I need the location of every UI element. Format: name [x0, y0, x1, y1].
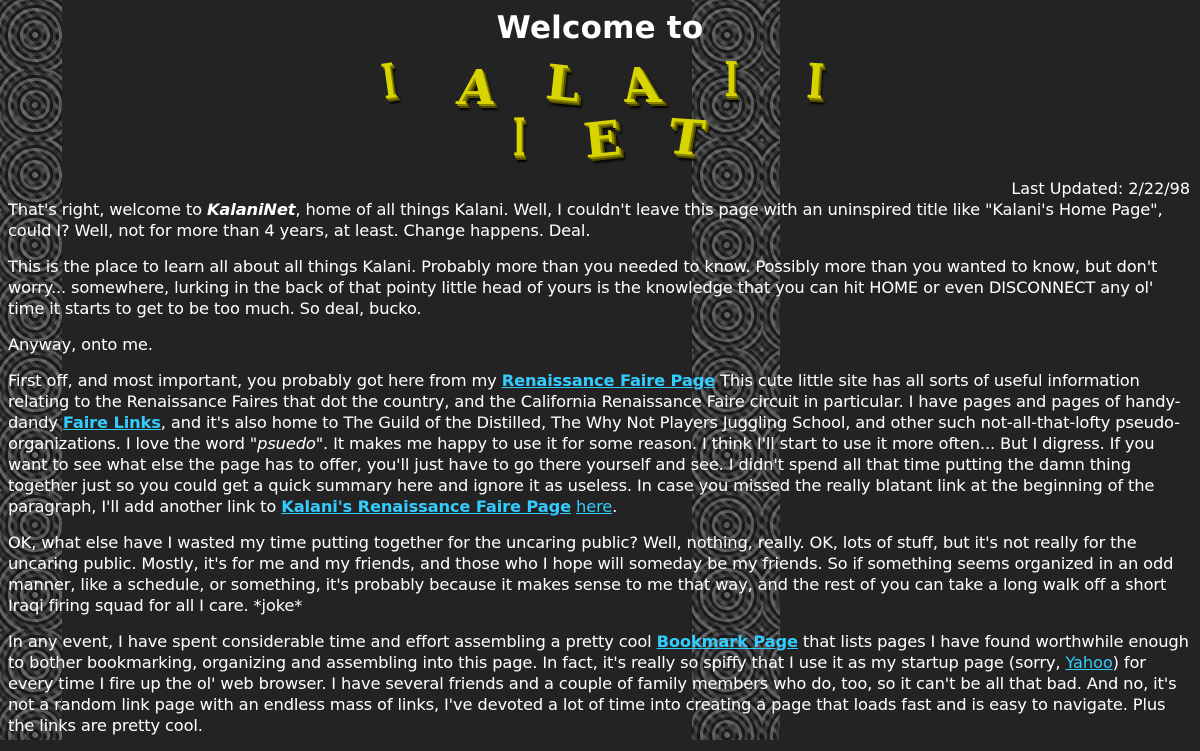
kalaninet-emphasis: KalaniNet: [206, 200, 296, 219]
logo-letter: I: [724, 52, 738, 108]
logo-letter: A: [617, 58, 665, 114]
last-updated: Last Updated: 2/22/98: [1011, 179, 1190, 198]
logo-letter: E: [581, 110, 624, 170]
logo-letter: I: [378, 53, 400, 111]
yahoo-link[interactable]: Yahoo: [1065, 653, 1113, 672]
kalani-renaissance-faire-link[interactable]: Kalani's Renaissance Faire Page: [281, 497, 571, 516]
logo-letter: T: [663, 108, 709, 168]
logo-letter: L: [543, 54, 583, 114]
bookmark-page-link[interactable]: Bookmark Page: [656, 632, 798, 651]
faire-links-link[interactable]: Faire Links: [62, 413, 161, 432]
onto-me-paragraph: Anyway, onto me.: [8, 335, 153, 354]
logo-letter: A: [454, 60, 500, 116]
kalaninet-logo: [0, 48, 1200, 180]
bookmark-paragraph: In any event, I have spent considerable time and effort assembling a pretty cool Bookmark Page that lists pages I have found worthwhile enough to bother bookmarking, organizing and assembling into this page. In fact, it's really so spiffy that I use it as my startup page (sorry, Yahoo) for every time I fire up the ol' web browser. I have several friends and a couple of family members who do, too, so it can't be all that bad. And no, it's not a random link page with an endless mass of links, I've devoted a lot of time into creating a page that loads fast and is easy to navigate. Plus the links are pretty cool.: [8, 632, 1189, 735]
article-body: [8, 199, 1192, 751]
page-title: Welcome to: [496, 10, 704, 46]
about-paragraph: This is the place to learn all about all things Kalani. Probably more than you needed to know. Possibly more than you wanted to know, but don't worry... somewhere, lurking in the back of that pointy little head of yours is the knowledge that you can hit HOME or even DISCONNECT any ol' time it starts to get to be too much. So deal, bucko.: [8, 257, 1158, 318]
logo-letter: I: [804, 53, 826, 111]
renaissance-paragraph: First off, and most important, you probably got here from my Renaissance Faire Page This cute little site has all sorts of useful information relating to the Renaissance Faires that dot the country, and the California Renaissance Faire circuit in particular. I have pages and pages of handy-dandy Faire Links, and it's also home to The Guild of the Distilled, The Why Not Players Juggling School, and other such not-all-that-lofty pseudo-organizations. I love the word "psuedo". It makes me happy to use it for some reason. I think I'll start to use it more often... But I digress. If you want to see what else the page has to offer, you'll just have to go there yourself and see. I didn't spend all that time putting the damn thing together just so you could get a quick summary here and ignore it as useless. In case you missed the really blatant link at the beginning of the paragraph, I'll add another link to Kalani's Renaissance Faire Page here.: [8, 371, 1181, 516]
intro-paragraph: That's right, welcome to KalaniNet, home of all things Kalani. Well, I couldn't leave this page with an uninspired title like "Kalani's Home Page", could I? Well, not for more than 4 years, at least. Change happens. Deal.: [8, 200, 1163, 240]
here-link[interactable]: here: [576, 497, 613, 516]
renaissance-faire-link[interactable]: Renaissance Faire Page: [501, 371, 716, 390]
uncaring-public-paragraph: OK, what else have I wasted my time putting together for the uncaring public? Well, nothing, really. OK, lots of stuff, but it's not really for the uncaring public. Mostly, it's for me and my friends, and those who I hope will someday be my friends. So if something seems organized in an odd manner, like a schedule, or something, it's probably because it makes sense to me that way, and the rest of you can take a long walk off a short Iraqi firing squad for all I care. *joke*: [8, 533, 1174, 615]
logo-letter: I: [513, 107, 526, 169]
